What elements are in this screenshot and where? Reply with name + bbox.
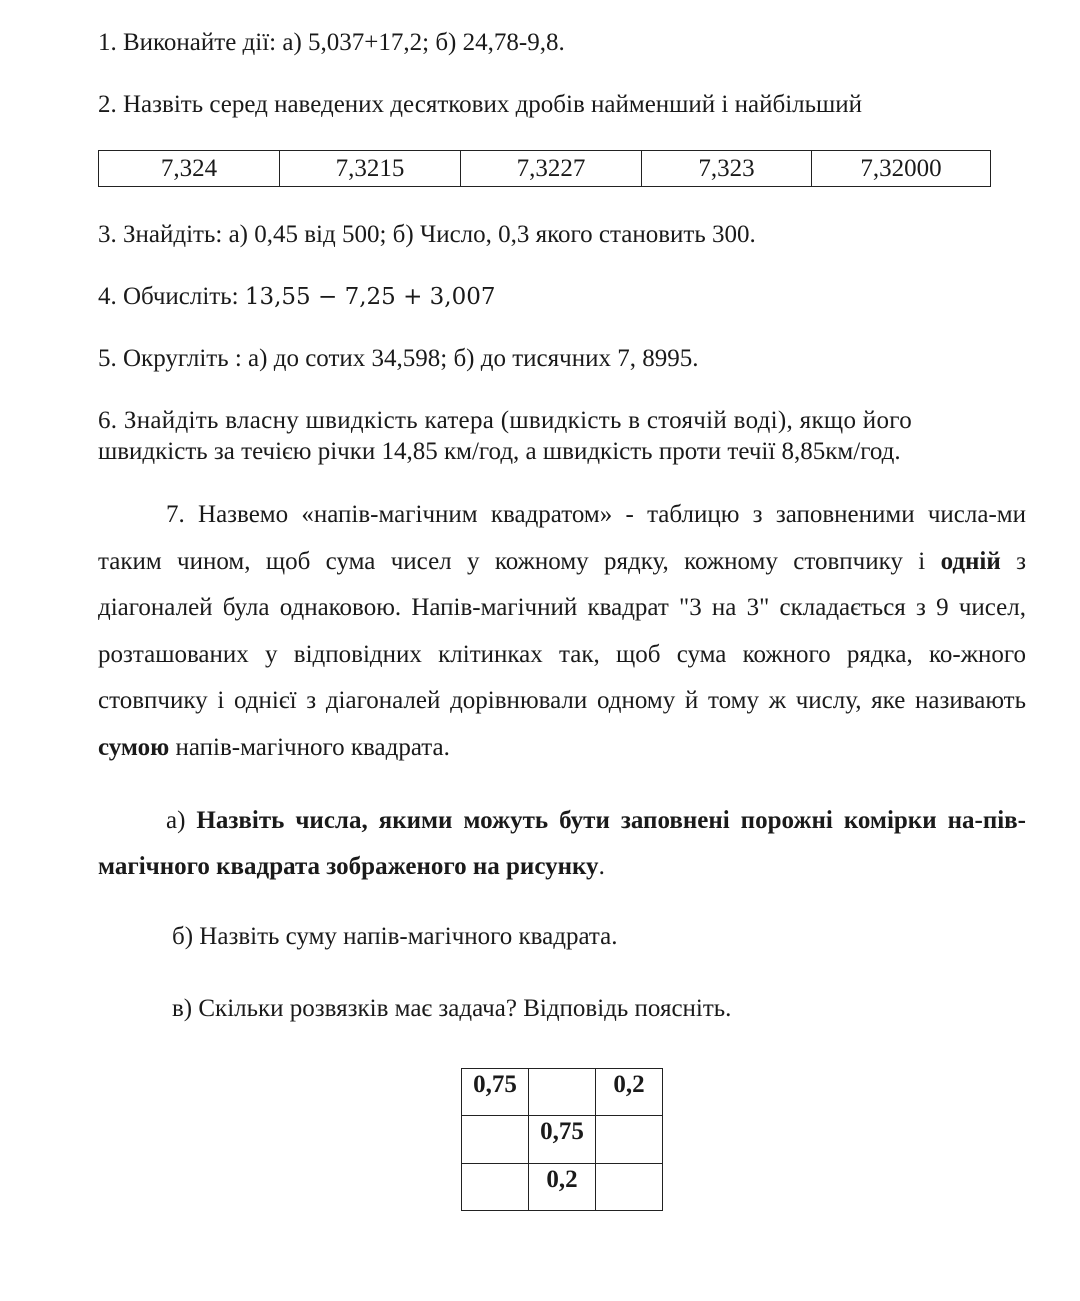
task-7-paragraph <box>98 492 1026 771</box>
task-3: 3. Знайдіть: а) 0,45 від 500; б) Число, 0,3 якого становить 300. <box>98 221 756 248</box>
task-5: 5. Округліть : а) до сотих 34,598; б) до тисячних 7, 8995. <box>98 345 699 372</box>
table-row <box>99 151 991 187</box>
question-a-suffix: . <box>598 853 605 880</box>
table-row <box>462 1116 663 1163</box>
magic-cell <box>596 1163 663 1210</box>
task-7-bold-word-2: сумою <box>98 733 170 761</box>
magic-cell: 0,75 <box>529 1116 596 1163</box>
task-1: 1. Виконайте дії: а) 5,037+17,2; б) 24,78-9,8. <box>98 29 565 56</box>
question-a-bold: Назвіть числа, якими можуть бути заповнені порожні комірки на-пів-магічного квадрата зображеного на рисунку <box>98 807 1026 880</box>
magic-cell <box>529 1069 596 1116</box>
task-7-text-2: з діагоналей була однаковою. Напів-магічний квадрат "3 на 3" складається з 9 чисел, розташованих у відповідних клітинках так, щоб сума кожного рядка, ко-жного стовпчику і однієї з діагоналей дорівнювали одному й тому ж числу, яке називають <box>98 547 1026 714</box>
task-2: 2. Назвіть серед наведених десяткових дробів найменший і найбільший <box>98 91 863 118</box>
question-a-prefix: а) <box>166 807 197 834</box>
table-row <box>462 1163 663 1210</box>
magic-cell <box>462 1116 529 1163</box>
question-a <box>98 798 1026 890</box>
task-7-text-1: 7. Назвемо «напів-магічним квадратом» - таблицю з заповненими числа-ми таким чином, щоб сума чисел у кожному рядку, кожному стовпчику і <box>98 501 1026 575</box>
question-b: б) Назвіть суму напів-магічного квадрата. <box>172 923 618 950</box>
question-c: в) Скільки розвязків має задача? Відповідь поясніть. <box>172 995 732 1022</box>
magic-cell: 0,75 <box>462 1069 529 1116</box>
task-4 <box>98 282 496 312</box>
table-row <box>462 1069 663 1116</box>
decimals-table <box>98 150 991 187</box>
task-7-text-3: напів-магічного квадрата. <box>169 733 450 761</box>
task-4-expression: 13,55 − 7,25 + 3,007 <box>244 284 496 310</box>
task-7-bold-word-1: одній <box>940 547 1001 575</box>
decimal-cell-5: 7,32000 <box>812 151 991 187</box>
decimal-cell-2: 7,3215 <box>280 151 461 187</box>
decimal-cell-3: 7,3227 <box>461 151 642 187</box>
task-6-line-2: швидкість за течією річки 14,85 км/год, а швидкість проти течії 8,85км/год. <box>98 438 901 465</box>
decimal-cell-1: 7,324 <box>99 151 280 187</box>
magic-cell: 0,2 <box>529 1163 596 1210</box>
magic-square <box>461 1068 663 1211</box>
magic-cell <box>462 1163 529 1210</box>
magic-cell <box>596 1116 663 1163</box>
task-6-line-1: 6. Знайдіть власну швидкість катера (швидкість в стоячій воді), якщо його <box>98 407 913 434</box>
decimal-cell-4: 7,323 <box>642 151 812 187</box>
task-4-prefix: 4. Обчисліть: <box>98 283 245 310</box>
magic-cell: 0,2 <box>596 1069 663 1116</box>
